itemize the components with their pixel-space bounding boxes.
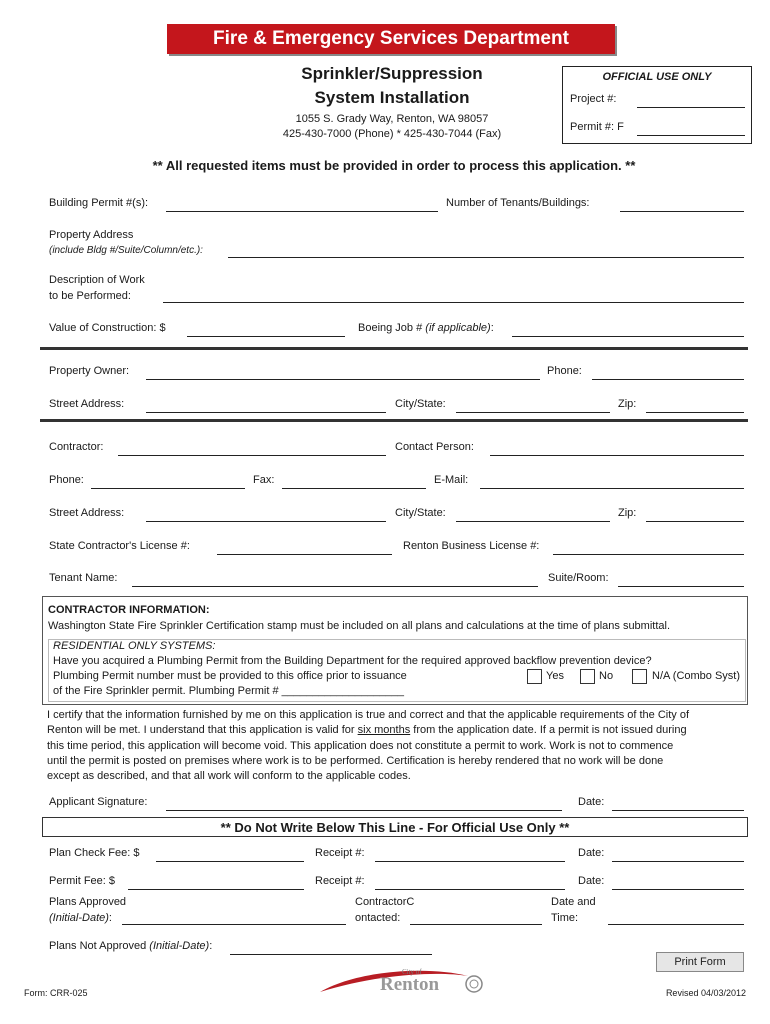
description-field[interactable] <box>163 302 744 303</box>
description-label-1: Description of Work <box>49 274 145 286</box>
applicant-signature-field[interactable] <box>166 810 562 811</box>
permit-receipt-field[interactable] <box>375 889 565 890</box>
contractor-email-label: E-Mail: <box>434 474 469 486</box>
business-license-label: Renton Business License #: <box>403 540 540 552</box>
contractor-fax-field[interactable] <box>282 488 426 489</box>
contractor-contacted-label-1: ContractorC <box>355 896 415 908</box>
property-owner-field[interactable] <box>146 379 540 380</box>
yes-label: Yes <box>546 670 564 682</box>
plans-approved-label: Plans Approved <box>49 896 127 908</box>
print-form-button[interactable]: Print Form <box>656 952 744 972</box>
permit-receipt-label: Receipt #: <box>315 875 365 887</box>
na-label: N/A (Combo Syst) <box>652 670 741 682</box>
plumbing-permit-notice: Plumbing Permit number must be provided to this office prior to issuance <box>53 670 407 682</box>
date-and-time-field[interactable] <box>608 924 744 925</box>
project-number-field[interactable] <box>637 107 745 108</box>
building-permit-field[interactable] <box>166 211 438 212</box>
owner-city-field[interactable] <box>456 412 610 413</box>
plans-approved-field[interactable] <box>122 924 346 925</box>
no-label: No <box>599 670 614 682</box>
contractor-info-heading: CONTRACTOR INFORMATION: <box>48 604 210 616</box>
contractor-label: Contractor: <box>49 441 104 453</box>
owner-street-label: Street Address: <box>49 398 125 410</box>
renton-logo <box>318 966 488 1001</box>
permit-date-label: Date: <box>578 875 605 887</box>
permit-date-field[interactable] <box>612 889 744 890</box>
logo-city-of: City of <box>402 968 422 976</box>
contractor-zip-label: Zip: <box>618 507 637 519</box>
suite-room-field[interactable] <box>618 586 744 587</box>
contractor-contacted-label-2: ontacted: <box>355 912 401 924</box>
plan-date-field[interactable] <box>612 861 744 862</box>
section-divider <box>40 419 748 422</box>
value-of-construction-field[interactable] <box>187 336 345 337</box>
plumbing-permit-number: of the Fire Sprinkler permit. Plumbing Permit # ____________________ <box>53 685 404 697</box>
department-banner: Fire & Emergency Services Department <box>167 24 615 54</box>
date-and-time-label-1: Date and <box>551 896 596 908</box>
certification-line-1: I certify that the information furnished by me on this application is true and correct and that the applicable requirements of the City of <box>47 709 690 721</box>
section-divider <box>40 347 748 350</box>
property-owner-label: Property Owner: <box>49 365 130 377</box>
official-use-title: OFFICIAL USE ONLY <box>602 71 712 83</box>
description-label-2: to be Performed: <box>49 290 131 302</box>
owner-city-label: City/State: <box>395 398 446 410</box>
form-id: Form: CRR-025 <box>24 988 88 998</box>
tenant-name-label: Tenant Name: <box>49 572 118 584</box>
certification-line-2: Renton will be met. I understand that this application is valid for six months from the application date. If a permit is not issued during <box>47 724 687 736</box>
logo-renton-text: Renton <box>380 974 440 995</box>
yes-checkbox[interactable] <box>527 669 542 684</box>
property-address-label: Property Address <box>49 229 134 241</box>
plans-approved-hint: (Initial-Date): <box>49 912 112 924</box>
contractor-street-field[interactable] <box>146 521 386 522</box>
revised-date: Revised 04/03/2012 <box>665 988 746 998</box>
official-use-banner: ** Do Not Write Below This Line - For Official Use Only ** <box>42 817 748 837</box>
tenants-field[interactable] <box>620 211 744 212</box>
state-license-field[interactable] <box>217 554 392 555</box>
certification-line-3: this time period, this application will become void. This application does not constitute a permit to work. Work is not to commence <box>47 740 674 752</box>
owner-zip-label: Zip: <box>618 398 637 410</box>
boeing-job-label: Boeing Job # (if applicable): <box>358 322 494 334</box>
tenants-label: Number of Tenants/Buildings: <box>446 197 590 209</box>
project-number-label: Project #: <box>570 93 617 105</box>
owner-zip-field[interactable] <box>646 412 744 413</box>
certification-line-5: except as described, and that all work will conform to the applicable codes. <box>47 770 411 782</box>
state-license-label: State Contractor's License #: <box>49 540 190 552</box>
plan-check-fee-label: Plan Check Fee: $ <box>49 847 140 859</box>
contractor-email-field[interactable] <box>480 488 744 489</box>
boeing-job-field[interactable] <box>512 336 744 337</box>
plan-receipt-field[interactable] <box>375 861 565 862</box>
department-address: 1055 S. Grady Way, Renton, WA 98057 <box>295 113 489 125</box>
owner-phone-field[interactable] <box>592 379 744 380</box>
contractor-city-field[interactable] <box>456 521 610 522</box>
suite-room-label: Suite/Room: <box>548 572 609 584</box>
owner-phone-label: Phone: <box>547 365 582 377</box>
contact-person-label: Contact Person: <box>395 441 474 453</box>
form-title-line-2: System Installation <box>314 88 470 107</box>
plans-not-approved-label: Plans Not Approved (Initial-Date): <box>49 940 213 952</box>
contractor-fax-label: Fax: <box>253 474 275 486</box>
permit-number-field[interactable] <box>637 135 745 136</box>
tenant-name-field[interactable] <box>132 586 538 587</box>
signature-date-label: Date: <box>578 796 605 808</box>
date-and-time-label-2: Time: <box>551 912 579 924</box>
permit-number-label: Permit #: F <box>570 121 624 133</box>
residential-heading: RESIDENTIAL ONLY SYSTEMS: <box>53 640 216 652</box>
contractor-city-label: City/State: <box>395 507 446 519</box>
owner-street-field[interactable] <box>146 412 386 413</box>
plan-date-label: Date: <box>578 847 605 859</box>
contractor-zip-field[interactable] <box>646 521 744 522</box>
business-license-field[interactable] <box>553 554 744 555</box>
official-use-box <box>562 66 752 144</box>
property-address-field[interactable] <box>228 257 744 258</box>
value-of-construction-label: Value of Construction: $ <box>49 322 166 334</box>
contractor-phone-label: Phone: <box>49 474 84 486</box>
permit-fee-field[interactable] <box>128 889 304 890</box>
contractor-phone-field[interactable] <box>91 488 245 489</box>
na-checkbox[interactable] <box>632 669 647 684</box>
department-phones: 425-430-7000 (Phone) * 425-430-7044 (Fax) <box>282 128 502 140</box>
building-permit-label: Building Permit #(s): <box>49 197 149 209</box>
form-title-line-1: Sprinkler/Suppression <box>301 64 483 83</box>
contractor-contacted-field[interactable] <box>410 924 542 925</box>
no-checkbox[interactable] <box>580 669 595 684</box>
plumbing-permit-question: Have you acquired a Plumbing Permit from the Building Department for the required approved backflow prevention device? <box>53 655 652 667</box>
signature-date-field[interactable] <box>612 810 744 811</box>
contractor-field[interactable] <box>118 455 386 456</box>
certification-stamp-text: Washington State Fire Sprinkler Certification stamp must be included on all plans and calculations at the time of plans submittal. <box>48 620 671 632</box>
applicant-signature-label: Applicant Signature: <box>49 796 148 808</box>
certification-line-4: until the permit is posted on premises where work is to be performed. Certification is hereby rendered that no work will be done <box>47 755 664 767</box>
plans-not-approved-field[interactable] <box>230 954 432 955</box>
property-address-hint: (include Bldg #/Suite/Column/etc.): <box>49 245 203 256</box>
contact-person-field[interactable] <box>490 455 744 456</box>
contractor-street-label: Street Address: <box>49 507 125 519</box>
required-items-notice: ** All requested items must be provided in order to process this application. ** <box>152 158 636 173</box>
plan-check-fee-field[interactable] <box>156 861 304 862</box>
plan-receipt-label: Receipt #: <box>315 847 365 859</box>
permit-fee-label: Permit Fee: $ <box>49 875 116 887</box>
